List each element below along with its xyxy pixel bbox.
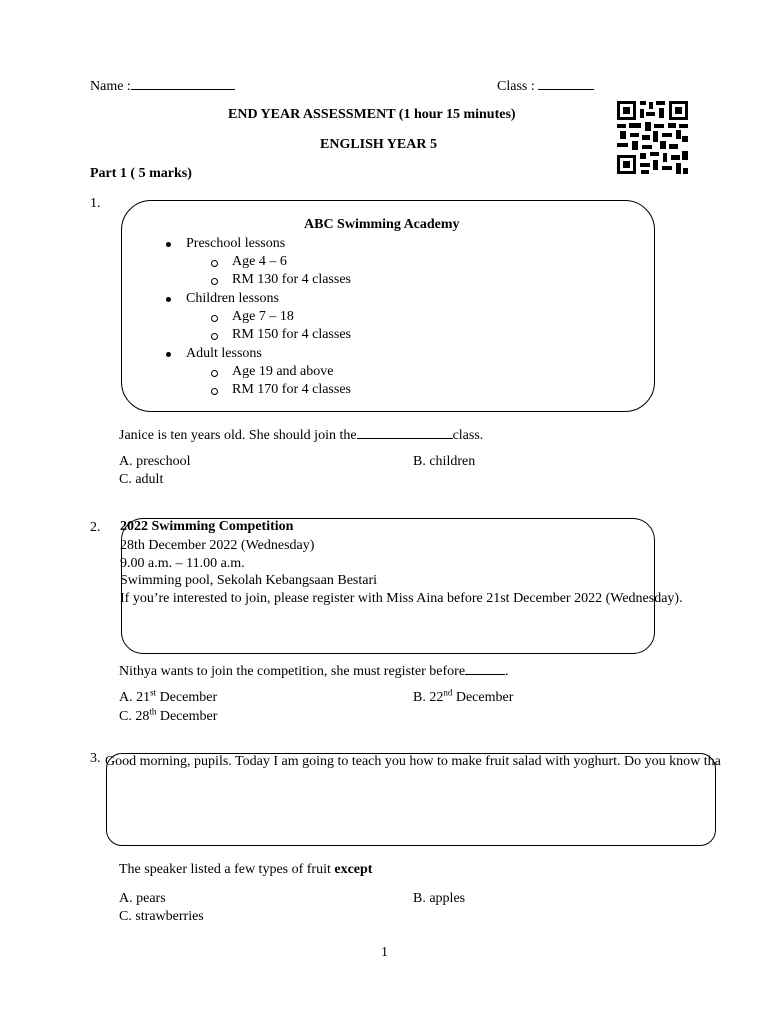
- sub-bullet-icon: [211, 315, 218, 322]
- q1-number: 1.: [90, 196, 101, 211]
- q1-option-c[interactable]: C. adult: [119, 472, 164, 487]
- q3-option-b[interactable]: B. apples: [413, 891, 466, 906]
- q2-option-c[interactable]: [119, 706, 218, 725]
- q2-option-c-prefix: C. 28: [119, 709, 150, 724]
- class-blank[interactable]: [538, 77, 594, 90]
- q1-item-2-price-text: RM 150 for 4 classes: [232, 327, 351, 342]
- q1-item-1-age: [232, 254, 287, 270]
- class-field: [497, 77, 594, 95]
- class-label: Class :: [497, 79, 535, 94]
- q3-transcript-text: Good morning, pupils. Today I am going to teach you how to make fruit salad with yoghurt. Do you know tha: [105, 754, 721, 769]
- q1-item-2-age: [232, 309, 294, 325]
- q2-time: 9.00 a.m. – 11.00 a.m.: [120, 556, 245, 571]
- q1-item-2-label: Children lessons: [186, 291, 279, 306]
- q1-item-1: [186, 236, 285, 252]
- qr-code-icon: [616, 100, 689, 175]
- q3-question-text: The speaker listed a few types of fruit: [119, 862, 335, 877]
- name-field: [90, 77, 235, 95]
- q2-option-b-prefix: B. 22: [413, 690, 444, 705]
- q2-option-a-sup: st: [150, 687, 157, 698]
- q1-item-3-price: [232, 382, 351, 398]
- q1-item-2: [186, 291, 279, 307]
- q2-option-a[interactable]: [119, 687, 218, 706]
- q3-option-a[interactable]: A. pears: [119, 891, 166, 906]
- q1-answer-blank[interactable]: [357, 426, 453, 439]
- q2-question-text: Nithya wants to join the competition, she must register before: [119, 664, 466, 679]
- sub-bullet-icon: [211, 278, 218, 285]
- q1-box-title: ABC Swimming Academy: [304, 217, 460, 232]
- page-subtitle: ENGLISH YEAR 5: [320, 137, 437, 152]
- q1-item-1-label: Preschool lessons: [186, 236, 286, 251]
- bullet-icon: [166, 352, 171, 357]
- q2-answer-blank[interactable]: [465, 662, 505, 675]
- page-title: END YEAR ASSESSMENT (1 hour 15 minutes): [228, 107, 516, 122]
- q2-box-title: 2022 Swimming Competition: [120, 519, 294, 534]
- name-blank[interactable]: [131, 77, 235, 90]
- q2-option-b[interactable]: [413, 687, 514, 706]
- q1-item-1-age-text: Age 4 – 6: [232, 254, 287, 269]
- sub-bullet-icon: [211, 333, 218, 340]
- q3-option-c[interactable]: C. strawberries: [119, 909, 204, 924]
- q2-option-b-suffix: December: [452, 690, 514, 705]
- bullet-icon: [166, 297, 171, 302]
- q1-question-text: Janice is ten years old. She should join the: [119, 428, 357, 443]
- q2-option-b-sup: nd: [443, 687, 453, 698]
- q3-question-emphasis: except: [334, 862, 373, 877]
- q3-number: 3.: [90, 751, 101, 766]
- sub-bullet-icon: [211, 388, 218, 395]
- q1-item-3-label: Adult lessons: [186, 346, 262, 361]
- part-heading: Part 1 ( 5 marks): [90, 166, 192, 181]
- q2-question-end: .: [505, 664, 509, 679]
- q1-item-1-price-text: RM 130 for 4 classes: [232, 272, 351, 287]
- q1-item-3-age-text: Age 19 and above: [232, 364, 334, 379]
- q2-option-c-sup: th: [149, 706, 157, 717]
- q1-item-2-age-text: Age 7 – 18: [232, 309, 294, 324]
- q2-option-c-suffix: December: [156, 709, 218, 724]
- q1-option-b[interactable]: B. children: [413, 454, 476, 469]
- q1-option-a[interactable]: A. preschool: [119, 454, 191, 469]
- q1-item-3-age: [232, 364, 333, 380]
- q3-question: [119, 862, 372, 878]
- q1-item-3: [186, 346, 262, 362]
- sub-bullet-icon: [211, 260, 218, 267]
- q1-question: [119, 426, 483, 444]
- q2-option-a-suffix: December: [156, 690, 218, 705]
- name-label: Name :: [90, 79, 131, 94]
- q2-number: 2.: [90, 520, 101, 535]
- q1-item-3-price-text: RM 170 for 4 classes: [232, 382, 351, 397]
- q2-question: [119, 662, 509, 680]
- q2-register-note: If you’re interested to join, please register with Miss Aina before 21st December 2022 (Wednesday).: [120, 591, 683, 606]
- q1-item-2-price: [232, 327, 351, 343]
- q1-question-end: class.: [452, 428, 484, 443]
- q1-item-1-price: [232, 272, 351, 288]
- q2-venue: Swimming pool, Sekolah Kebangsaan Bestari: [120, 573, 378, 588]
- bullet-icon: [166, 242, 171, 247]
- sub-bullet-icon: [211, 370, 218, 377]
- page-number: 1: [381, 945, 388, 960]
- q2-option-a-prefix: A. 21: [119, 690, 151, 705]
- q2-date: 28th December 2022 (Wednesday): [120, 538, 315, 553]
